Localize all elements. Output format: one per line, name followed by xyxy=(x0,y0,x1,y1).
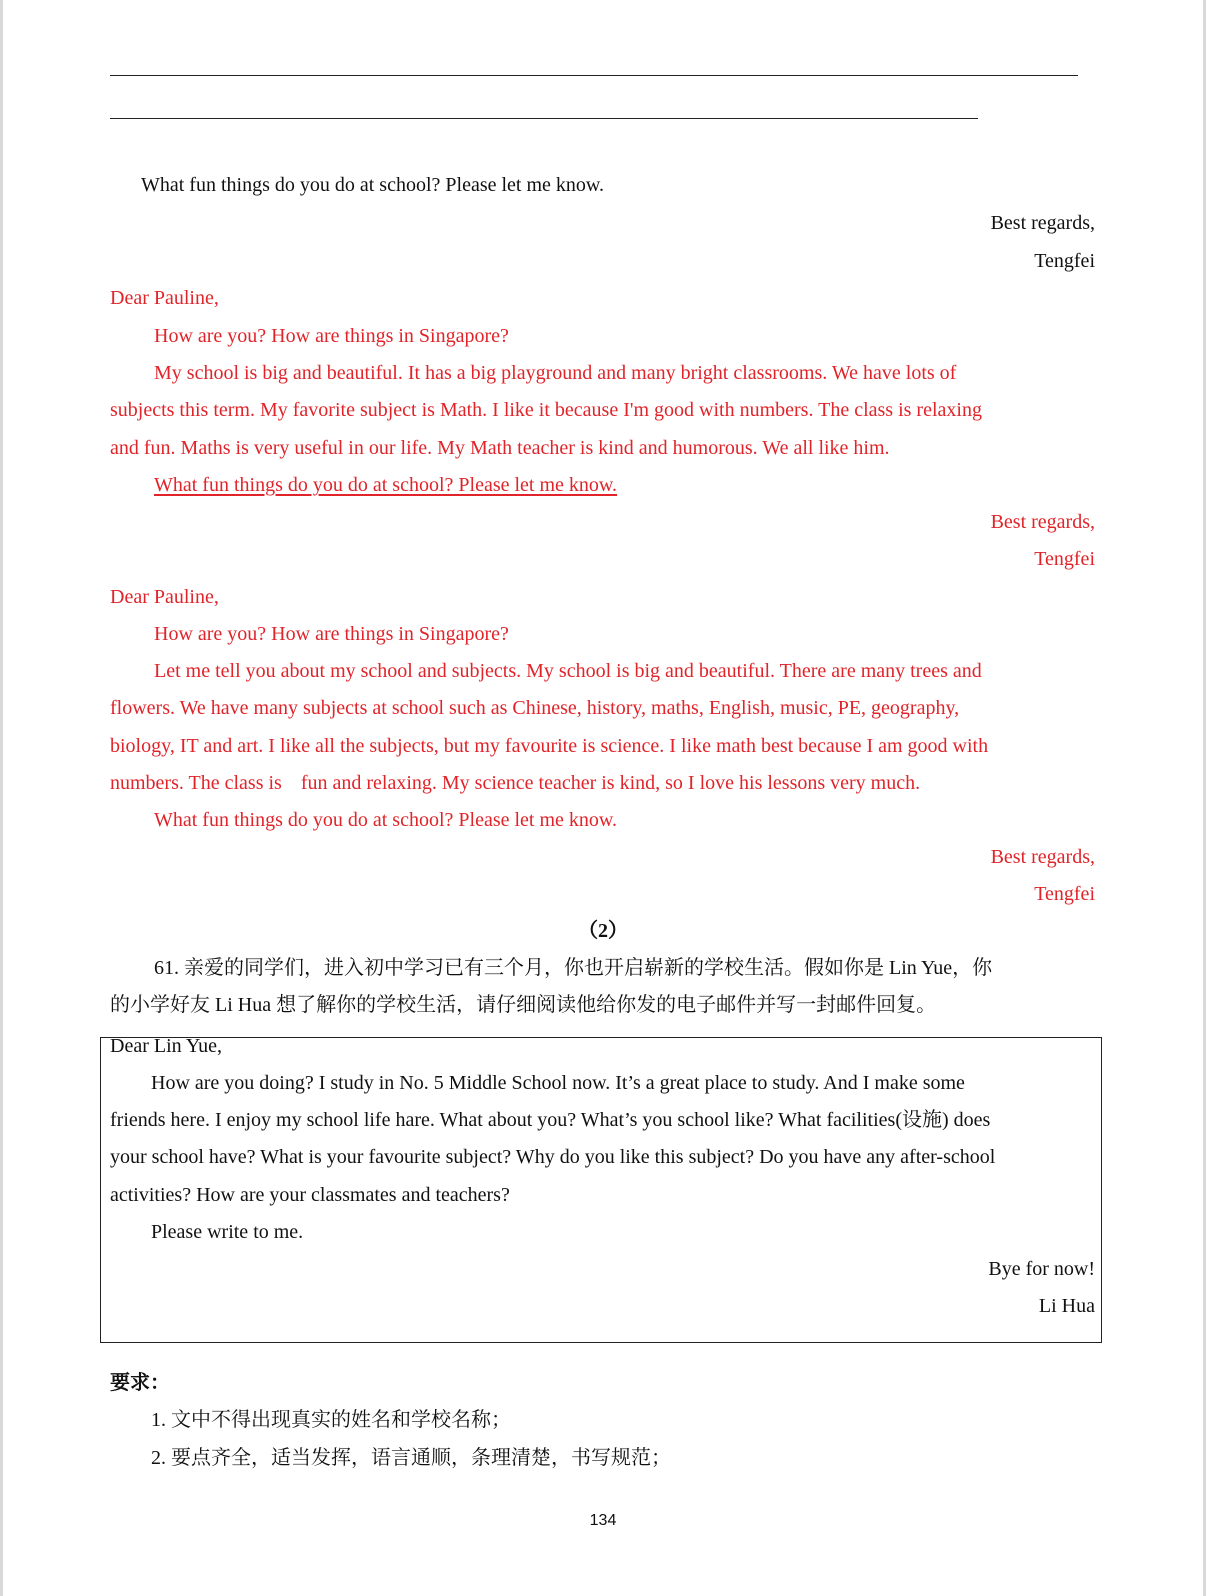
prev-signoff: Best regards, xyxy=(990,212,1095,234)
section-label: （2） xyxy=(578,920,628,942)
answer2-line-part: fun and relaxing. My science teacher is kind, so I love his lessons very much. xyxy=(300,772,921,794)
requirement-item: 1. 文中不得出现真实的姓名和学校名称； xyxy=(151,1409,511,1431)
answer-line-2 xyxy=(110,118,978,119)
answer1-greeting: Dear Pauline, xyxy=(110,287,219,309)
question-line: 61. 亲爱的同学们，进入初中学习已有三个月，你也开启崭新的学校生活。假如你是 Lin Yue，你 xyxy=(154,957,993,979)
answer2-line: What fun things do you do at school? Please let me know. xyxy=(154,809,618,831)
question-line: 的小学好友 Li Hua 想了解你的学校生活，请仔细阅读他给你发的电子邮件并写一封邮件回复。 xyxy=(110,994,937,1016)
page-number: 134 xyxy=(589,1512,617,1529)
email-greeting: Dear Lin Yue, xyxy=(110,1035,222,1057)
answer1-line: How are you? How are things in Singapore? xyxy=(154,325,509,347)
answer1-signature: Tengfei xyxy=(1034,548,1095,570)
answer2-signature: Tengfei xyxy=(1034,883,1095,905)
answer2-line xyxy=(110,771,920,795)
answer2-line: How are you? How are things in Singapore? xyxy=(154,623,509,645)
answer-line-1 xyxy=(110,75,1078,76)
email-line: Please write to me. xyxy=(151,1221,304,1243)
answer2-signoff: Best regards, xyxy=(990,846,1095,868)
email-line: your school have? What is your favourite subject? Why do you like this subject? Do you have any after-school xyxy=(110,1146,996,1168)
answer2-line: biology, IT and art. I like all the subjects, but my favourite is science. I like math best because I am good with xyxy=(110,735,989,757)
email-line: friends here. I enjoy my school life hare. What about you? What’s you school like? What facilities(设施) does xyxy=(110,1109,991,1131)
email-signoff: Bye for now! xyxy=(988,1258,1095,1280)
answer1-line: subjects this term. My favorite subject is Math. I like it because I'm good with numbers. The class is relaxing xyxy=(110,399,982,421)
prev-signature: Tengfei xyxy=(1034,250,1095,272)
email-signature: Li Hua xyxy=(1038,1295,1095,1317)
answer2-greeting: Dear Pauline, xyxy=(110,586,219,608)
answer2-line: flowers. We have many subjects at school such as Chinese, history, maths, English, music, PE, geography, xyxy=(110,697,960,719)
answer2-line-part: numbers. The class is xyxy=(110,772,282,794)
answer1-line: and fun. Maths is very useful in our life. My Math teacher is kind and humorous. We all like him. xyxy=(110,437,890,459)
prev-closing-question: What fun things do you do at school? Please let me know. xyxy=(141,174,605,196)
page-edge-left xyxy=(0,0,3,1596)
answer1-line: My school is big and beautiful. It has a big playground and many bright classrooms. We have lots of xyxy=(154,362,957,384)
answer1-underlined-line: What fun things do you do at school? Please let me know. xyxy=(154,474,618,496)
requirement-item: 2. 要点齐全，适当发挥，语言通顺，条理清楚，书写规范； xyxy=(151,1447,671,1469)
answer1-signoff: Best regards, xyxy=(990,511,1095,533)
answer2-line: Let me tell you about my school and subjects. My school is big and beautiful. There are many trees and xyxy=(154,660,982,682)
email-line: activities? How are your classmates and teachers? xyxy=(110,1184,510,1206)
email-line: How are you doing? I study in No. 5 Middle School now. It’s a great place to study. And I make some xyxy=(151,1072,965,1094)
requirements-title: 要求： xyxy=(110,1372,170,1394)
